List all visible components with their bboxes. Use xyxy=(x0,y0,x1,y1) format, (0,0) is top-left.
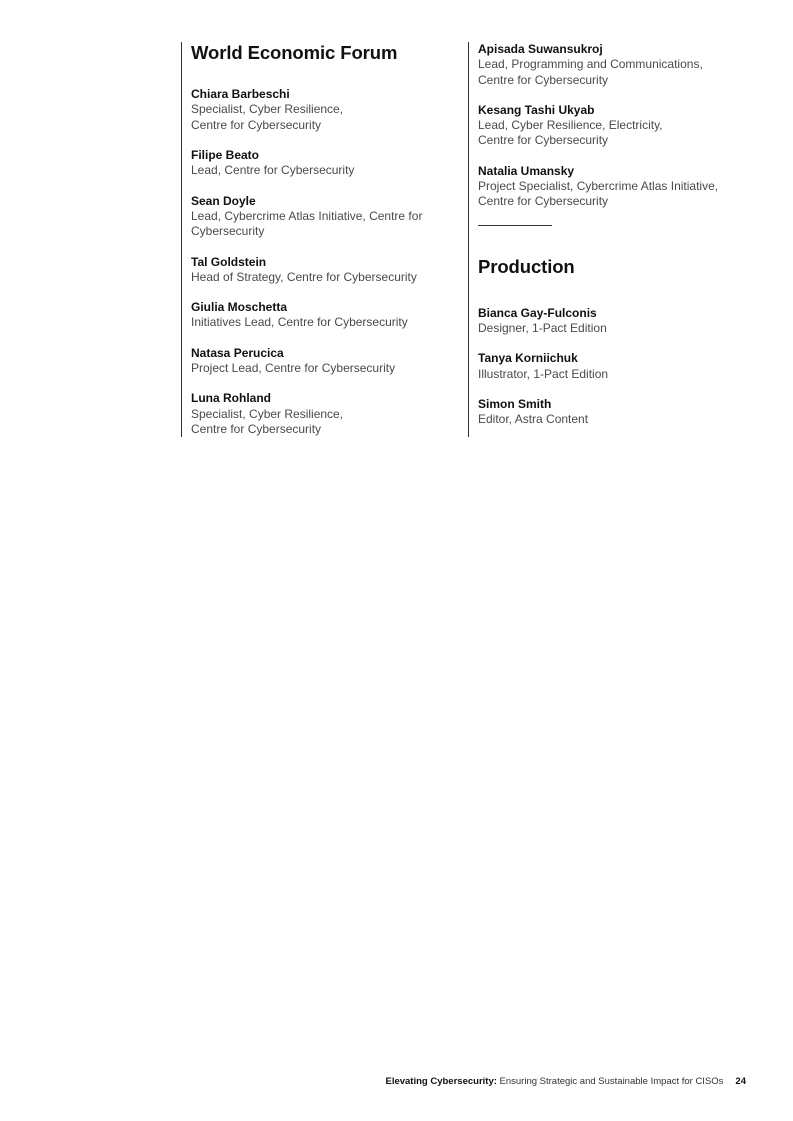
contributor-entry xyxy=(478,42,730,88)
contributor-role: Lead, Cyber Resilience, Electricity, Centre for Cybersecurity xyxy=(478,118,663,148)
contributor-entry xyxy=(191,300,443,331)
contributor-role: Illustrator, 1-Pact Edition xyxy=(478,366,609,381)
contributor-name: Luna Rohland xyxy=(191,391,271,406)
contributor-name: Filipe Beato xyxy=(191,148,260,163)
contributor-name: Apisada Suwansukroj xyxy=(478,42,603,56)
contributor-role: Designer, 1-Pact Edition xyxy=(478,321,607,336)
contributor-role: Lead, Cybercrime Atlas Initiative, Centre for Cybersecurity xyxy=(191,208,423,239)
contributor-name: Tanya Korniichuk xyxy=(478,351,578,366)
contributor-name: Natalia Umansky xyxy=(478,163,575,178)
contributor-entry xyxy=(191,87,443,133)
contributor-entry xyxy=(191,255,443,286)
page-footer xyxy=(385,1076,746,1087)
contributor-entry xyxy=(478,103,730,149)
contributor-name: Bianca Gay-Fulconis xyxy=(478,305,597,320)
contributor-role: Lead, Centre for Cybersecurity xyxy=(191,163,355,178)
contributor-entry xyxy=(478,351,730,382)
contributor-entry xyxy=(478,164,730,210)
section-divider xyxy=(478,225,552,226)
contributor-role: Head of Strategy, Centre for Cybersecurity xyxy=(191,269,417,284)
contributor-name: Simon Smith xyxy=(478,397,552,412)
contributor-entry xyxy=(478,397,730,428)
right-column xyxy=(468,42,730,437)
footer-report-subtitle: Ensuring Strategic and Sustainable Impact for CISOs xyxy=(496,1076,724,1087)
contributor-role: Project Lead, Centre for Cybersecurity xyxy=(191,361,396,376)
contributor-name: Natasa Perucica xyxy=(191,345,284,360)
footer-report-title: Elevating Cybersecurity: xyxy=(385,1076,497,1087)
contributor-name: Giulia Moschetta xyxy=(191,300,288,315)
contributor-name: Kesang Tashi Ukyab xyxy=(478,102,595,117)
contributor-role: Project Specialist, Cybercrime Atlas Initiative, Centre for Cybersecurity xyxy=(478,179,719,209)
contributor-role: Initiatives Lead, Centre for Cybersecurity xyxy=(191,315,408,330)
contributor-entry xyxy=(191,194,443,240)
contributor-entry xyxy=(191,391,443,437)
contributor-role: Editor, Astra Content xyxy=(478,412,589,427)
contributor-name: Sean Doyle xyxy=(191,193,256,208)
contributor-entry xyxy=(191,346,443,377)
page-number: 24 xyxy=(735,1076,746,1087)
contributor-entry xyxy=(191,148,443,179)
section-title-world-economic-forum: World Economic Forum xyxy=(191,42,398,63)
contributor-role: Specialist, Cyber Resilience, Centre for Cybersecurity xyxy=(191,102,344,132)
section-title-production: Production xyxy=(478,255,575,277)
contributor-name: Tal Goldstein xyxy=(191,254,267,269)
contributor-role: Specialist, Cyber Resilience, Centre for Cybersecurity xyxy=(191,406,344,436)
left-column xyxy=(181,42,443,437)
contributor-role: Lead, Programming and Communications, Centre for Cybersecurity xyxy=(478,57,703,87)
contributor-name: Chiara Barbeschi xyxy=(191,87,290,102)
contributor-entry xyxy=(478,306,730,337)
